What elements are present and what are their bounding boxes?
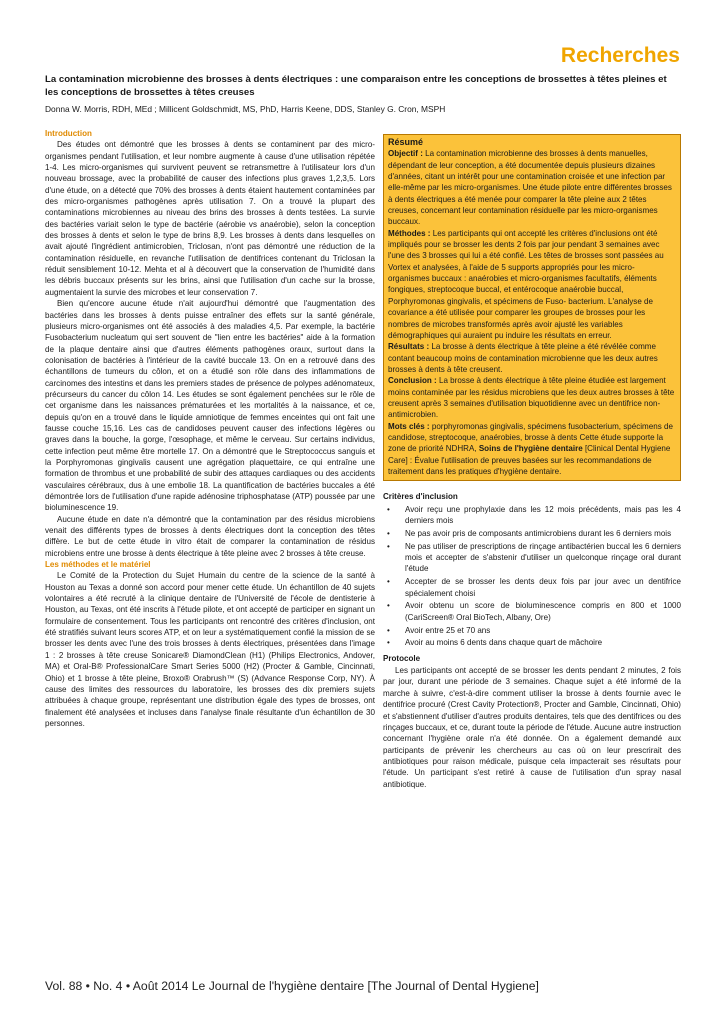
objective-label: Objectif :	[388, 149, 423, 159]
conclusion-label: Conclusion :	[388, 376, 437, 386]
left-column	[45, 128, 375, 729]
bullet-icon: •	[387, 601, 390, 611]
criteria-item	[383, 504, 681, 527]
summary-keywords	[388, 421, 676, 478]
priority-label: Soins de l'hygiène dentaire	[478, 444, 583, 454]
bullet-icon: •	[387, 541, 390, 551]
intro-paragraph-3: Aucune étude en date n'a démontré que la contamination par des résidus microbiens venait des différents types de brosses à dents électriques dont la conception des têtes diffère. Le but de cette étude in vitro était de comparer la contamination de résidus microbiens entre une brosse à dents électrique à tête pleine avec 2 brosses à tête creuse.	[45, 514, 375, 558]
summary-box	[383, 134, 681, 481]
protocol-paragraph-1: Les participants ont accepté de se brosser les dents pendant 2 minutes, 2 fois par jour, durant une période de 3 semaines. Chaque sujet a été informé de la marche à suivre, c'est-à-dire comment utiliser la brosse à dents fournie avec le dentifrice procuré (Crest Cavity Protection®, Procter and Gamble, Cincinnati, Ohio) et s'abstiennent d'utiliser d'autres produits dentaires, tels que des dentifrices ou des rinçages buccaux, et ce, durant toute la période de l'étude. Aucune autre instruction concernant l'hygiène orale n'a été donnée. On a également demandé aux participants de prévenir les chercheurs au cas où on leur prescrirait des antibiotiques pour raison médicale, puisque cela impacterait ses résultats pour l'étude. Un participant s'est retiré à cause de l'utilisation d'un spray nasal antibiotique.	[383, 666, 681, 789]
article-title: La contamination microbienne des brosses à dents électriques : une comparaison entre les conceptions de brossettes à têtes pleines et les conceptions de brossettes à têtes creuses	[45, 74, 667, 98]
summary-results	[388, 341, 676, 375]
methods-label: Méthodes :	[388, 228, 431, 238]
criteria-item-text: Avoir entre 25 et 70 ans	[405, 625, 491, 635]
objective-text: La contamination microbienne des brosses à dents manuelles, dépendant de leur conception, a été documentée depuis plusieurs dizaines d'années, citant un intérêt pour une contamination croisée et une infection par elle-même par les micro-organismes. Une étude pilote entre différentes brosses à dents électriques a été menée pour comparer la tête pleine aux 2 têtes creuses, concernant leur contamination résiduelle par les micro-organismes buccaux.	[388, 149, 672, 227]
bullet-icon: •	[387, 504, 390, 514]
summary-methods	[388, 228, 676, 341]
authors: Donna W. Morris, RDH, MEd ; Millicent Goldschmidt, MS, PhD, Harris Keene, DDS, Stanley G. Cron, MSPH	[45, 104, 446, 114]
bullet-icon: •	[387, 625, 390, 635]
criteria-item	[383, 600, 681, 623]
bullet-icon: •	[387, 638, 390, 648]
summary-title: Résumé	[388, 137, 424, 147]
methods-text: Les participants qui ont accepté les critères d'inclusions ont été impliqués pour se brosser les dents 2 fois par jour pendant 3 semaines avec l'une des 3 brosses qui lui a été confié. Les têtes de brosses sont passées au Vortex et analysées, à l'aide de 5 supports appropriés pour les micro-organismes buccaux : anaérobies et micro-organismes facultatifs, éléments fongiques, streptocoque buccal, et entérocoque anaérobie buccal, Porphyromonas gingivalis, et spécimens de Fuso- bacterium. L'analyse de covariance a été utilisée pour comparer les groupes de brosses pour les nombres de microbes transformés après avoir ajusté les variables démographiques qui auraient pu induire les résultats en erreur.	[388, 228, 664, 340]
protocol-heading: Protocole	[383, 653, 421, 663]
criteria-item-text: Ne pas avoir pris de composants antimicrobiens durant les 6 derniers mois	[405, 528, 672, 538]
keywords-label: Mots clés :	[388, 421, 430, 431]
criteria-item	[383, 576, 681, 599]
methods-paragraph-1: Le Comité de la Protection du Sujet Humain du centre de la science de la santé à Houston au Texas a donné son accord pour mener cette étude. Un échantillon de 40 sujets volontaires a été recruté à la clinique dentaire de l'Université de l'école de dentisterie à Houston, au Texas, ont été inscrits à l'étude pilote, et ont accepté de participer en signant un formulaire de consentement. Tous les participants ont rencontré des critères d'inclusion, ont été stratifiés suivant leurs scores ATP, et on leur a systématiquement confié la mission de se brosser les dents avec l'une des trois brosses à dents électriques, présentées dans l'image 1 : 2 brosses à tête creuse Sonicare® DiamondClean (H1) (Philips Electronics, Andover, MA) et Oral-B® ProfessionalCare Smart Series 5000 (H2) (Procter & Gamble, Cincinnati, Ohio) et 1 brosse à tête pleine, Broxo® Orabrush™ (S) (Advance Response Corp, NY). À cause des limites des ressources du laboratoire, les brosses des dix premiers sujets attribuées à chaque groupe, représentant une distribution égale des types de brosses, ont finalement été analysées et incluses dans l'analyse finale résultante d'un échantillon de 30 personnes.	[45, 571, 375, 728]
results-label: Résultats :	[388, 342, 430, 352]
section-label: Recherches	[560, 44, 680, 67]
criteria-item-text: Ne pas utiliser de prescriptions de rinçage antibactérien buccal les 6 derniers mois et accepter de s'abstenir d'utiliser un quelconque rinçage oral durant l'étude	[405, 541, 681, 574]
methods-heading: Les méthodes et le matériel	[45, 560, 151, 570]
priority-text: [Clinical Dental Hygiene Care] : Évalue l'utilisation de preuves basées sur les recommandations de traitement dans les pratiques d'hygiène dentaire.	[388, 444, 671, 476]
keywords-text: porphyromonas gingivalis, spécimens fusobacterium, spécimens de candidose, streptocoque, anaérobies, brosse à dents Cette étude supporte la zone de priorité NDHRA,	[388, 421, 673, 454]
intro-paragraph-2: Bien qu'encore aucune étude n'ait aujourd'hui démontré que l'augmentation des bactéries dans les brosses à dents puisse entraîner des effets sur la santé générale, plusieurs micro-organismes ont été associés à des maladies 4,5. Par exemple, la bactérie Fusobacterium nucleatum qui sert souvent de "lien entre les bactéries" aide à la formation de la plaque dentaire ainsi que d'autres éléments pathogènes oraux, surtout dans la colonisation de bactéries à l'intérieur de la cavité buccale 13. On en a retrouvé dans des échantillons de tumeurs du côlon, et on a étudié son rôle dans des inflammations de carcinomes des intestins et dans les premiers stades de présence de polypes adénomateux, précurseurs du cancer du côlon 14. Les études se sont également penchées sur le rôle de cet organisme dans les naissances prématurées et les mortalités à la naissance, et ce, depuis qu'on en a trouvé dans le liquide amniotique de femmes enceintes qui ont fait une fausse couche 15,16. Les cas de candidoses peuvent causer des infections légères ou graves dans la bouche, la gorge, l'œsophage, et même le cerveau. Sur certains individus, cette infection peut même être mortelle 17. On a démontré que le Streptococcus sanguis et la Porphyromonas gingivalis causent une agrégation plaquettaire, ce qui entraîne une formation de thrombus et une probabilité de subir des attaques cardiaques ou des accidents vasculaires cérébraux, dus à une embolie 18. La quantification de bactéries buccales a été démontrée lors de l'utilisation d'une rapide adénosine triphosphatase (ATP) poussée par une bioluminescence 19.	[45, 299, 375, 513]
criteria-item-text: Avoir au moins 6 dents dans chaque quart de mâchoire	[405, 638, 603, 648]
intro-paragraph-1: Des études ont démontré que les brosses à dents se contaminent par des micro-organismes pendant l'utilisation, et leur nombre augmente à cause d'une utilisation répétée 1-4. Les micro-organismes qui survivent peuvent se retransmettre à l'utilisateur lors d'un nouveau brossage, avec la probabilité de causer des infections plus graves 1,2,3,5. Lors d'une étude, on a détecté que 70% des brosses à dents étaient hautement contaminées par des micro-organismes pathogènes après utilisation 7. On a trouvé la plupart des contaminations microbiennes au niveau des brins des brosses à dents testées. La survie des bactéries variait selon le type de bactérie (aérobie vs anaérobie), selon la conception des brosses à dents et selon le type de brins 8,9. Les brosses à dents dans lesquelles on avait ajouté l'ingrédient antimicrobien, Triclosan, n'ont pas démontré une réduction de la contamination résiduelle, en revanche l'utilisation de dentifrices contenant du Triclosan la réduit sensiblement 10-12. Mehta et al à découvert que la conservation de l'humidité dans les débris buccaux présents sur les brins, ainsi que l'utilisation d'un cache sur la brosse, augmentaient la survie des microbes et leur conservation 7.	[45, 140, 375, 297]
criteria-item	[383, 541, 681, 575]
introduction-heading: Introduction	[45, 129, 92, 138]
results-text: La brosse à dents électrique à tête pleine a été révélée comme contant beaucoup moins de contamination microbienne que les deux autres brosses à dents à tête creusent.	[388, 342, 658, 374]
summary-conclusion	[388, 375, 676, 420]
bullet-icon: •	[387, 528, 390, 538]
criteria-item	[383, 625, 681, 636]
criteria-list	[383, 504, 681, 649]
page-footer: Vol. 88 • No. 4 • Août 2014 Le Journal de l'hygiène dentaire [The Journal of Dental Hygiene]	[45, 979, 539, 993]
criteria-item-text: Accepter de se brosser les dents deux fois par jour avec un dentifrice spécialement choisi	[405, 577, 681, 598]
criteria-item	[383, 637, 681, 648]
criteria-heading: Critères d'inclusion	[383, 492, 458, 502]
conclusion-text: La brosse à dents électrique à tête pleine étudiée est largement moins contaminée par les résidus microbiens que les deux autres brosses à tête creusent après 3 semaines d'utilisation biquotidienne avec un dentifrice non-antimicrobien.	[388, 376, 675, 420]
criteria-item-text: Avoir reçu une prophylaxie dans les 12 mois précédents, mais pas les 4 derniers mois	[405, 504, 681, 525]
criteria-item-text: Avoir obtenu un score de bioluminescence compris en 800 et 1000 (CariScreen® Oral BioTech, Albany, Ore)	[405, 601, 681, 622]
bullet-icon: •	[387, 577, 390, 587]
summary-objective	[388, 148, 676, 227]
criteria-item	[383, 528, 681, 539]
right-column	[383, 128, 681, 790]
